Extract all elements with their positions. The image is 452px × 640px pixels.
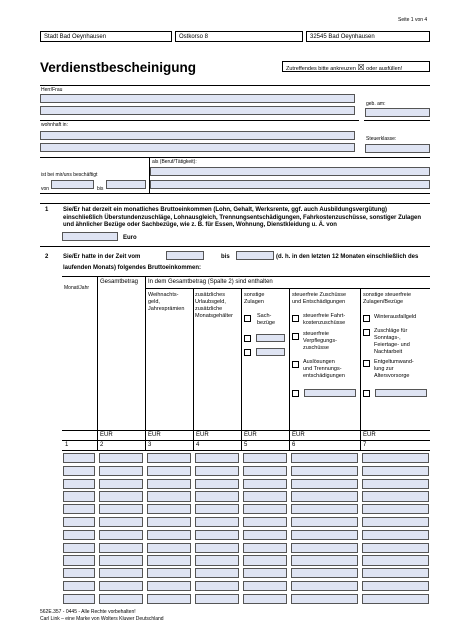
amount-input-field[interactable]	[291, 555, 358, 565]
section1-number: 1	[45, 207, 49, 213]
eur-label: EUR	[148, 432, 161, 438]
amount-input-field[interactable]	[99, 530, 143, 540]
amount-input-field[interactable]	[147, 504, 191, 514]
amount-input-field[interactable]	[99, 491, 143, 501]
amount-input-field[interactable]	[362, 504, 429, 514]
col7-line: Zulagen/Bezüge	[363, 299, 404, 305]
amount-input-field[interactable]	[291, 517, 358, 527]
winterausfall-label: Winterausfallgeld	[374, 314, 417, 320]
col-number: 3	[148, 442, 152, 448]
period-to-field[interactable]	[236, 251, 274, 260]
amount-input-field[interactable]	[147, 555, 191, 565]
month-input-field[interactable]	[63, 555, 95, 565]
als-label: als (Beruf/Tätigkeit):	[152, 159, 197, 165]
verpflegung-label: steuerfreie Verpflegungs- zuschüsse	[303, 331, 337, 351]
amount-input-field[interactable]	[147, 453, 191, 463]
wohnhaft-label: wohnhaft in:	[41, 122, 68, 128]
col4-line: Monatsgehälter	[195, 313, 233, 319]
month-input-field[interactable]	[63, 581, 95, 591]
amount-input-field[interactable]	[243, 568, 287, 578]
city-text: Stadt Bad Oeynhausen	[44, 34, 107, 40]
street-text: Ostkorso 8	[179, 34, 209, 40]
amount-input-field[interactable]	[195, 517, 239, 527]
col7-extra-field[interactable]	[375, 389, 427, 397]
amount-input-field[interactable]	[243, 453, 287, 463]
col7-line: sonstige steuerfreie	[363, 292, 411, 298]
amount-input-field[interactable]	[99, 453, 143, 463]
herr-frau-label: Herr/Frau	[41, 87, 63, 93]
col-number: 4	[196, 442, 200, 448]
hint-after: oder ausfüllen!	[366, 65, 403, 72]
section1-euro: Euro	[123, 235, 137, 241]
amount-input-field[interactable]	[99, 517, 143, 527]
section1-text: Sie/Er hat derzeit ein monatliches Bruttoeinkommen (Lohn, Gehalt, Werksrente, ggf. auch Ausbildungsvergütung) einschließlich Überstundenzuschläge, Lohnausgleich, Trennungsentschädigungen, Fahrkostenzuschüsse, sonstiger Zulagen und ähnlicher Bezüge oder Sachbezüge, wie z. B. für Essen, Wohnung, Dienstkleidung u. Ä. von	[63, 207, 422, 229]
amount-input-field[interactable]	[99, 504, 143, 514]
amount-input-field[interactable]	[362, 581, 429, 591]
col-number: 6	[292, 442, 296, 448]
birthdate-field[interactable]	[365, 108, 430, 117]
amount-input-field[interactable]	[291, 453, 358, 463]
hint-before: Zutreffendes bitte ankreuzen	[286, 65, 356, 72]
bis-label: bis	[97, 186, 104, 192]
section2-part1: Sie/Er hatte in der Zeit vom	[63, 254, 141, 260]
amount-input-field[interactable]	[362, 555, 429, 565]
entgelt-checkbox[interactable]	[363, 360, 370, 367]
col5-extra-field-1[interactable]	[256, 334, 285, 342]
sachbezuege-checkbox[interactable]	[244, 315, 251, 322]
page-title: Verdienstbescheinigung	[40, 60, 197, 75]
col4-line: zusätzliche	[195, 306, 223, 312]
col6-extra-checkbox[interactable]	[292, 390, 299, 397]
street-field[interactable]	[175, 31, 303, 42]
amount-input-field[interactable]	[195, 453, 239, 463]
amount-input-field[interactable]	[195, 504, 239, 514]
col7-extra-checkbox[interactable]	[363, 390, 370, 397]
col6-header	[292, 292, 346, 306]
eur-label: EUR	[100, 432, 113, 438]
amount-input-field[interactable]	[362, 453, 429, 463]
occupation-field[interactable]	[150, 167, 430, 176]
amount-input-field[interactable]	[291, 594, 358, 604]
amount-input-field[interactable]	[362, 491, 429, 501]
month-input-field[interactable]	[63, 466, 95, 476]
zuschlaege-label: Zuschläge für Sonntags-, Feiertage- und Nachtarbeit	[374, 328, 410, 355]
amount-input-field[interactable]	[147, 479, 191, 489]
amount-input-field[interactable]	[243, 555, 287, 565]
amount-input-field[interactable]	[147, 568, 191, 578]
amount-input-field[interactable]	[243, 466, 287, 476]
footer-copyright: 562E.357 - 0445 - Alle Rechte vorbehalten!	[40, 609, 136, 615]
name-field-2[interactable]	[40, 106, 355, 115]
occupation-field-2[interactable]	[150, 180, 430, 189]
amount-input-field[interactable]	[99, 466, 143, 476]
amount-input-field[interactable]	[243, 504, 287, 514]
address-field[interactable]	[40, 131, 355, 140]
col-number: 1	[65, 442, 69, 448]
col4-header	[195, 292, 233, 320]
eur-label: EUR	[363, 432, 376, 438]
amount-input-field[interactable]	[195, 466, 239, 476]
ausloesungen-checkbox[interactable]	[292, 361, 299, 368]
amount-input-field[interactable]	[147, 594, 191, 604]
amount-input-field[interactable]	[362, 568, 429, 578]
sachbezuege-label: Sach- bezüge	[257, 313, 276, 326]
beschaeftigt-label: ist bei mir/uns beschäftigt	[41, 172, 98, 178]
amount-input-field[interactable]	[291, 491, 358, 501]
amount-input-field[interactable]	[99, 581, 143, 591]
von-label: von	[41, 186, 50, 192]
col4-line: zusätzliches	[195, 292, 225, 298]
name-field[interactable]	[40, 94, 355, 103]
col3-line: Jahresprämien	[148, 306, 185, 312]
eur-label: EUR	[196, 432, 209, 438]
col5-extra-checkbox-2[interactable]	[244, 349, 251, 356]
amount-input-field[interactable]	[362, 517, 429, 527]
amount-input-field[interactable]	[362, 530, 429, 540]
amount-input-field[interactable]	[362, 466, 429, 476]
amount-input-field[interactable]	[243, 491, 287, 501]
amount-input-field[interactable]	[243, 543, 287, 553]
winterausfall-checkbox[interactable]	[363, 315, 370, 322]
amount-input-field[interactable]	[99, 479, 143, 489]
amount-input-field[interactable]	[99, 555, 143, 565]
col5-extra-field-2[interactable]	[256, 348, 285, 356]
amount-input-field[interactable]	[195, 568, 239, 578]
eur-label: EUR	[292, 432, 305, 438]
amount-input-field[interactable]	[195, 555, 239, 565]
employed-from-field[interactable]	[51, 180, 94, 189]
amount-input-field[interactable]	[362, 543, 429, 553]
amount-input-field[interactable]	[195, 491, 239, 501]
page-number: Seite 1 von 4	[398, 17, 428, 23]
month-input-field[interactable]	[63, 517, 95, 527]
amount-input-field[interactable]	[147, 491, 191, 501]
amount-input-field[interactable]	[195, 530, 239, 540]
amount-input-field[interactable]	[99, 594, 143, 604]
steuerklasse-label: Steuerklasse:	[366, 136, 397, 142]
address-field-2[interactable]	[40, 143, 355, 152]
zuschlaege-checkbox[interactable]	[363, 329, 370, 336]
amount-input-field[interactable]	[243, 594, 287, 604]
month-input-field[interactable]	[63, 594, 95, 604]
monthly-income-field[interactable]	[62, 232, 118, 241]
col-number: 7	[363, 442, 367, 448]
col3-line: Weihnachts-	[148, 292, 179, 298]
col5-line: sonstige	[244, 292, 265, 298]
city-field[interactable]	[40, 31, 172, 42]
month-input-field[interactable]	[63, 491, 95, 501]
amount-input-field[interactable]	[291, 581, 358, 591]
section2-part2: bis	[221, 254, 230, 260]
amount-input-field[interactable]	[291, 504, 358, 514]
eur-label: EUR	[244, 432, 257, 438]
amount-input-field[interactable]	[362, 594, 429, 604]
month-input-field[interactable]	[63, 530, 95, 540]
amount-input-field[interactable]	[291, 543, 358, 553]
col-number: 2	[100, 442, 104, 448]
section2-number: 2	[45, 254, 49, 260]
verpflegung-checkbox[interactable]	[292, 333, 299, 340]
period-from-field[interactable]	[166, 251, 204, 260]
amount-input-field[interactable]	[195, 581, 239, 591]
amount-input-field[interactable]	[147, 517, 191, 527]
amount-input-field[interactable]	[291, 466, 358, 476]
hint-box	[282, 61, 430, 72]
col-month-header: Monat/Jahr	[64, 285, 90, 291]
col4-line: Urlaubsgeld,	[195, 299, 226, 305]
amount-input-field[interactable]	[147, 466, 191, 476]
amount-input-field[interactable]	[147, 543, 191, 553]
amount-input-field[interactable]	[195, 479, 239, 489]
col7-header	[363, 292, 411, 306]
postal-text: 32545 Bad Oeynhausen	[310, 34, 375, 40]
col-enthalten-header: In dem Gesamtbetrag (Spalte 2) sind enthalten	[148, 279, 273, 285]
col5-header	[244, 292, 265, 306]
amount-input-field[interactable]	[195, 594, 239, 604]
amount-input-field[interactable]	[195, 543, 239, 553]
entgelt-label: Entgeltumwand- lung zur Altersvorsorge	[374, 359, 414, 379]
fahrtkosten-label: steuerfreie Fahrt- kostenzuschüsse	[303, 313, 346, 326]
amount-input-field[interactable]	[99, 568, 143, 578]
amount-input-field[interactable]	[291, 479, 358, 489]
section2-part3: (d. h. in den letzten 12 Monaten einschließlich des	[276, 254, 419, 260]
amount-input-field[interactable]	[243, 517, 287, 527]
col3-header	[148, 292, 184, 313]
month-input-field[interactable]	[63, 453, 95, 463]
amount-input-field[interactable]	[147, 530, 191, 540]
postal-field[interactable]	[306, 31, 430, 42]
footer-publisher: Carl Link – eine Marke von Wolters Kluwer Deutschland	[40, 616, 164, 622]
col5-extra-checkbox-1[interactable]	[244, 335, 251, 342]
employed-to-field[interactable]	[106, 180, 146, 189]
amount-input-field[interactable]	[243, 530, 287, 540]
amount-input-field[interactable]	[243, 581, 287, 591]
amount-input-field[interactable]	[362, 479, 429, 489]
amount-input-field[interactable]	[291, 568, 358, 578]
amount-input-field[interactable]	[291, 530, 358, 540]
col6-line: und Entschädigungen	[292, 299, 346, 305]
section2-line2: laufenden Monats) folgendes Bruttoeinkommen:	[63, 265, 202, 271]
col-number: 5	[244, 442, 248, 448]
month-input-field[interactable]	[63, 479, 95, 489]
month-input-field[interactable]	[63, 504, 95, 514]
col6-extra-field[interactable]	[304, 389, 356, 397]
amount-input-field[interactable]	[243, 479, 287, 489]
month-input-field[interactable]	[63, 568, 95, 578]
col3-line: geld,	[148, 299, 160, 305]
geb-am-label: geb. am:	[366, 101, 386, 107]
col6-line: steuerfreie Zuschüsse	[292, 292, 347, 298]
taxclass-field[interactable]	[365, 144, 430, 153]
ausloesungen-label: Auslösungen und Trennungs- entschädigungen	[303, 359, 345, 379]
hint-checkbox-icon: ☒	[357, 62, 365, 72]
col-gesamt-header: Gesamtbetrag	[100, 279, 139, 285]
month-input-field[interactable]	[63, 543, 95, 553]
amount-input-field[interactable]	[99, 543, 143, 553]
amount-input-field[interactable]	[147, 581, 191, 591]
fahrtkosten-checkbox[interactable]	[292, 315, 299, 322]
col5-line: Zulagen	[244, 299, 264, 305]
